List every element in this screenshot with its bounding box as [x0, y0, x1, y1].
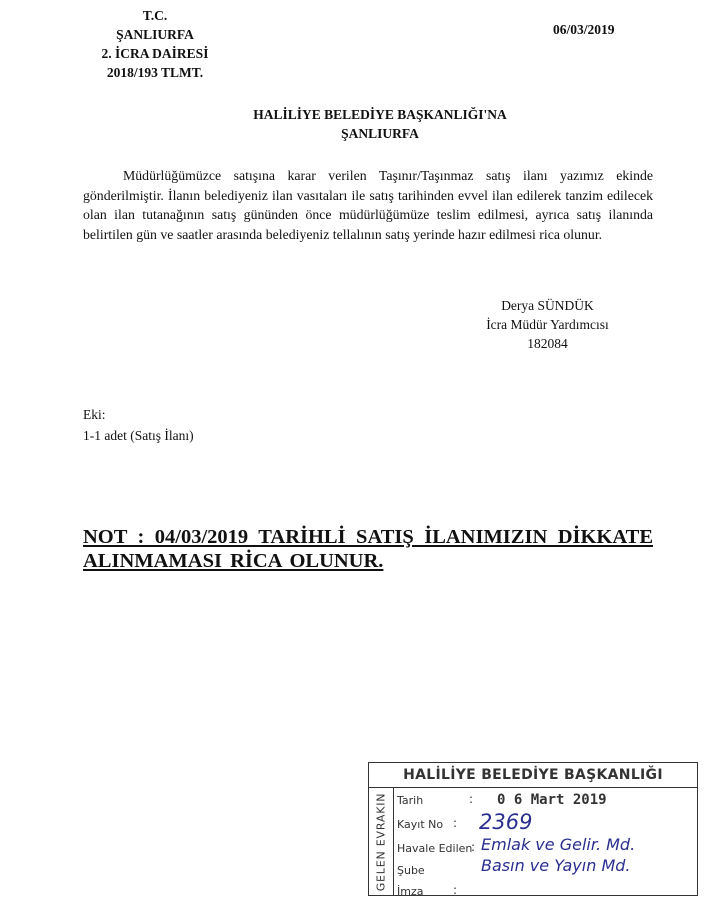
attachments-item: 1-1 adet (Satış İlanı)	[83, 428, 194, 443]
signature-block	[470, 296, 625, 353]
signer-number: 182084	[527, 336, 568, 351]
header-line-file-number: 2018/193 TLMT.	[106, 65, 204, 80]
stamp-value-tarih: 0 6 Mart 2019	[497, 792, 607, 808]
signer-title: İcra Müdür Yardımcısı	[486, 317, 609, 332]
stamp-value-kayit-no: 2369	[479, 810, 533, 834]
body-paragraph: Müdürlüğümüzce satışına karar verilen Taşınır/Taşınmaz satış ilanı yazımız ekinde gönderilmiştir. İlanın belediyeniz ilan vasıtaları ile satış tarihinden evvel ilan edilerek tanzim edilecek olan ilan tutanağının satış gününden önce müdürlüğümüze teslim edilmesi, ayrıca satış ilanında belirtilen gün ve saatler arasında belediyeniz tellalının satış yerinde hazır edilmesi rica olunur.	[83, 168, 653, 242]
stamp-value-havale-2: Basın ve Yayın Md.	[481, 856, 631, 875]
stamp-body	[369, 787, 697, 898]
stamp-colon: :	[471, 840, 476, 854]
header-line-office: 2. İCRA DAİRESİ	[101, 46, 209, 61]
header-line-tc: T.C.	[142, 8, 168, 23]
stamp-side-text: GELEN EVRAKIN	[374, 792, 388, 891]
recipient-line-1: HALİLİYE BELEDİYE BAŞKANLIĞI'NA	[253, 107, 507, 122]
stamp-colon: :	[469, 792, 474, 806]
document-date: 06/03/2019	[553, 22, 615, 37]
stamp-value-havale-1: Emlak ve Gelir. Md.	[481, 835, 636, 854]
header-line-city: ŞANLIURFA	[116, 27, 194, 42]
important-note: NOT : 04/03/2019 TARİHLİ SATIŞ İLANIMIZIN DİKKATE ALINMAMASI RİCA OLUNUR.	[83, 526, 653, 572]
recipient	[230, 105, 530, 143]
stamp-label-imza: İmza	[397, 885, 424, 898]
stamp-label-kayit-no: Kayıt No	[397, 818, 444, 831]
recipient-line-2: ŞANLIURFA	[341, 126, 419, 141]
stamp-side-label	[369, 788, 394, 895]
signer-name: Derya SÜNDÜK	[501, 298, 594, 313]
stamp-label-tarih: Tarih	[397, 794, 424, 807]
stamp-colon: :	[453, 816, 458, 830]
stamp-colon: :	[453, 883, 458, 897]
stamp-title: HALİLİYE BELEDİYE BAŞKANLIĞI	[403, 767, 663, 783]
attachments-label: Eki:	[83, 407, 106, 422]
court-header	[80, 6, 230, 82]
incoming-document-stamp	[368, 762, 698, 896]
stamp-label-havale: Havale Edilen	[397, 842, 473, 855]
stamp-label-sube: Şube	[397, 864, 425, 877]
attachments	[83, 404, 194, 446]
